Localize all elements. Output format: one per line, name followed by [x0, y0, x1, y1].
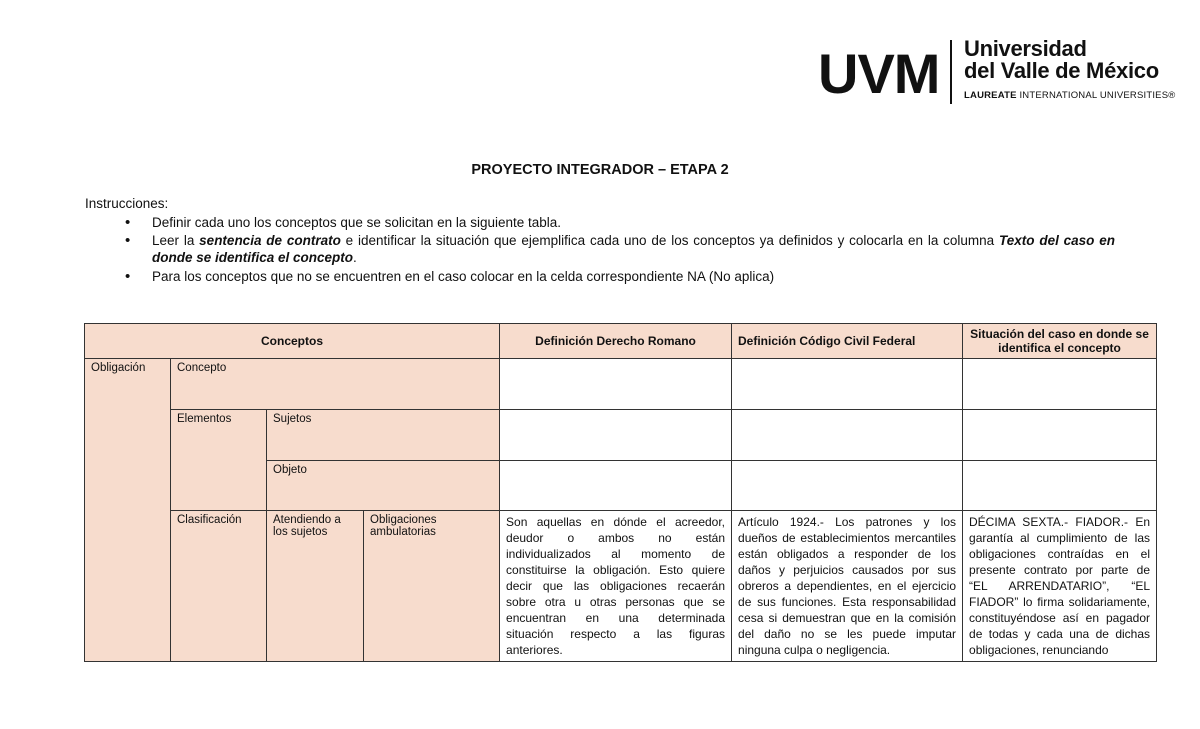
- instruction-2-part-d: Texto del caso en donde se identifica el concepto: [152, 233, 1115, 265]
- cell-ambulatorias: Obligaciones ambulatorias: [364, 511, 500, 662]
- logo-line-2: del Valle de México: [964, 58, 1159, 83]
- logo-line-3-rest: INTERNATIONAL UNIVERSITIES®: [1016, 90, 1176, 101]
- cell-concepto-romano[interactable]: [500, 359, 732, 410]
- table-header-row: [85, 324, 1157, 359]
- instructions-list: [125, 214, 1115, 286]
- table-row: [85, 511, 1157, 662]
- header-situacion: Situación del caso en donde se identifica el concepto: [963, 324, 1157, 359]
- instruction-2-part-c: e identificar la situación que ejemplifica cada uno de los conceptos ya definidos y colocarla en la columna: [340, 233, 999, 248]
- cell-objeto: Objeto: [267, 461, 500, 511]
- instruction-item-1: • Definir cada uno los conceptos que se solicitan en la siguiente tabla.: [125, 214, 1115, 231]
- cell-objeto-codigo[interactable]: [732, 461, 963, 511]
- cell-elementos: Elementos: [171, 410, 267, 511]
- cell-ambulatorias-codigo[interactable]: Artículo 1924.- Los patrones y los dueños de establecimientos mercantiles están obligados a responder de los daños y perjuicios causados por sus obreros a dependientes, en el ejercicio de sus funciones. Esta responsabilidad cesa si demuestran que en la comisión del daño no se les puede imputar ninguna culpa o negligencia.: [732, 511, 963, 662]
- instruction-item-3: • Para los conceptos que no se encuentren en el caso colocar en la celda correspondiente NA (No aplica): [125, 268, 1115, 285]
- instruction-item-2: [125, 232, 1115, 266]
- logo-line-3-bold: LAUREATE: [964, 90, 1017, 101]
- instructions-label: Instrucciones:: [85, 196, 169, 211]
- logo-divider: [950, 40, 952, 104]
- instruction-2-part-b: sentencia de contrato: [199, 233, 341, 248]
- cell-sujetos: Sujetos: [267, 410, 500, 461]
- table-row: [85, 359, 1157, 410]
- logo-text: [964, 36, 1176, 101]
- cell-atendiendo: Atendiendo a los sujetos: [267, 511, 364, 662]
- instruction-2-part-e: .: [353, 250, 357, 265]
- instruction-2-part-a: Leer la: [152, 233, 200, 248]
- logo-line-1: Universidad: [964, 36, 1087, 61]
- cell-concepto-codigo[interactable]: [732, 359, 963, 410]
- cell-ambulatorias-situacion[interactable]: DÉCIMA SEXTA.- FIADOR.- En garantía al cumplimiento de las obligaciones contraídas en el presente contrato por parte de “EL ARRENDATARIO”, “EL FIADOR” lo firma solidariamente, constituyéndose así en pagador de todas y cada una de dichas obligaciones, renunciando: [963, 511, 1157, 662]
- cell-ambulatorias-romano[interactable]: Son aquellas en dónde el acreedor, deudor o ambos no están individualizados al momento de constituirse la obligación. Esto quiere decir que las obligaciones recaerán sobre otra u otras personas que se encuentran en una determinada situación respecto a las figuras anteriores.: [500, 511, 732, 662]
- document-title: PROYECTO INTEGRADOR – ETAPA 2: [471, 162, 729, 178]
- cell-sujetos-romano[interactable]: [500, 410, 732, 461]
- logo-line-3: [964, 90, 1176, 101]
- cell-objeto-situacion[interactable]: [963, 461, 1157, 511]
- header-conceptos: Conceptos: [85, 324, 500, 359]
- concepts-table: [84, 323, 1157, 662]
- cell-clasificacion: Clasificación: [171, 511, 267, 662]
- cell-obligacion: Obligación: [85, 359, 171, 662]
- cell-sujetos-codigo[interactable]: [732, 410, 963, 461]
- cell-objeto-romano[interactable]: [500, 461, 732, 511]
- table-row: [85, 410, 1157, 461]
- cell-concepto: Concepto: [171, 359, 500, 410]
- header-derecho-romano: Definición Derecho Romano: [500, 324, 732, 359]
- logo-mark: UVM: [818, 42, 940, 105]
- cell-sujetos-situacion[interactable]: [963, 410, 1157, 461]
- cell-concepto-situacion[interactable]: [963, 359, 1157, 410]
- header-codigo-civil: Definición Código Civil Federal: [732, 324, 963, 359]
